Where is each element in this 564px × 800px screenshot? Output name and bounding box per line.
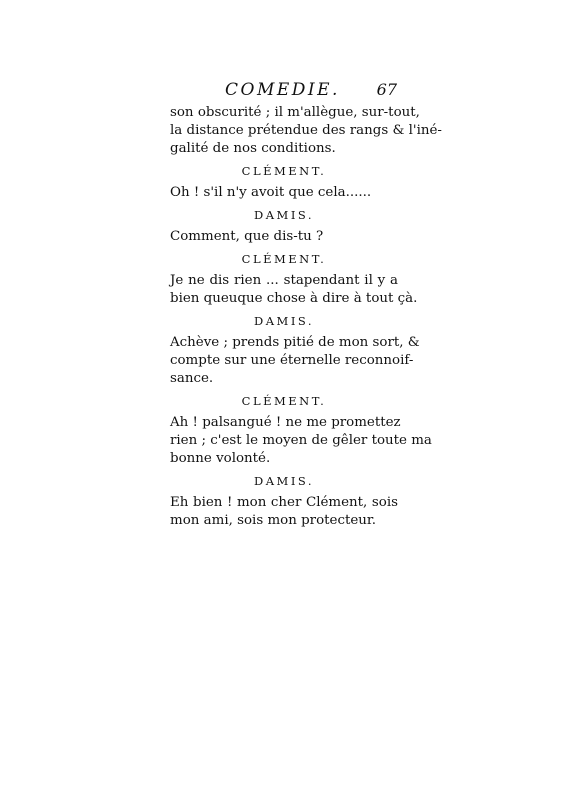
text-line: Ah ! palsangué ! ne me promettez: [170, 415, 401, 430]
page-header: [225, 80, 397, 104]
text-line: Achève ; prends pitié de mon sort, &: [170, 335, 420, 350]
text-line: compte sur une éternelle reconnoif-: [170, 353, 414, 368]
text-line: son obscurité ; il m'allègue, sur-tout,: [170, 105, 420, 120]
running-head: COMEDIE.: [225, 80, 340, 100]
speaker-name: DAMIS.: [254, 314, 314, 328]
speaker-name: CLÉMENT.: [241, 252, 327, 266]
text-line: Oh ! s'il n'y avoit que cela......: [170, 185, 372, 200]
speaker-name: DAMIS.: [254, 474, 314, 488]
page-number: 67: [376, 80, 397, 99]
text-line: bien queuque chose à dire à tout çà.: [170, 291, 418, 306]
speaker-name: DAMIS.: [254, 208, 314, 222]
text-line: sance.: [170, 371, 214, 386]
text-line: Comment, que dis-tu ?: [170, 229, 324, 244]
speaker-name: CLÉMENT.: [241, 394, 327, 408]
text-line: la distance prétendue des rangs & l'iné-: [170, 123, 442, 138]
text-line: bonne volonté.: [170, 451, 271, 466]
play-text: [170, 104, 442, 530]
text-line: galité de nos conditions.: [170, 141, 336, 156]
text-line: mon ami, sois mon protecteur.: [170, 513, 377, 528]
text-line: rien ; c'est le moyen de gêler toute ma: [170, 433, 432, 448]
text-line: Eh bien ! mon cher Clément, sois: [170, 495, 398, 510]
text-line: Je ne dis rien ... stapendant il y a: [170, 273, 398, 288]
speaker-name: CLÉMENT.: [241, 164, 327, 178]
